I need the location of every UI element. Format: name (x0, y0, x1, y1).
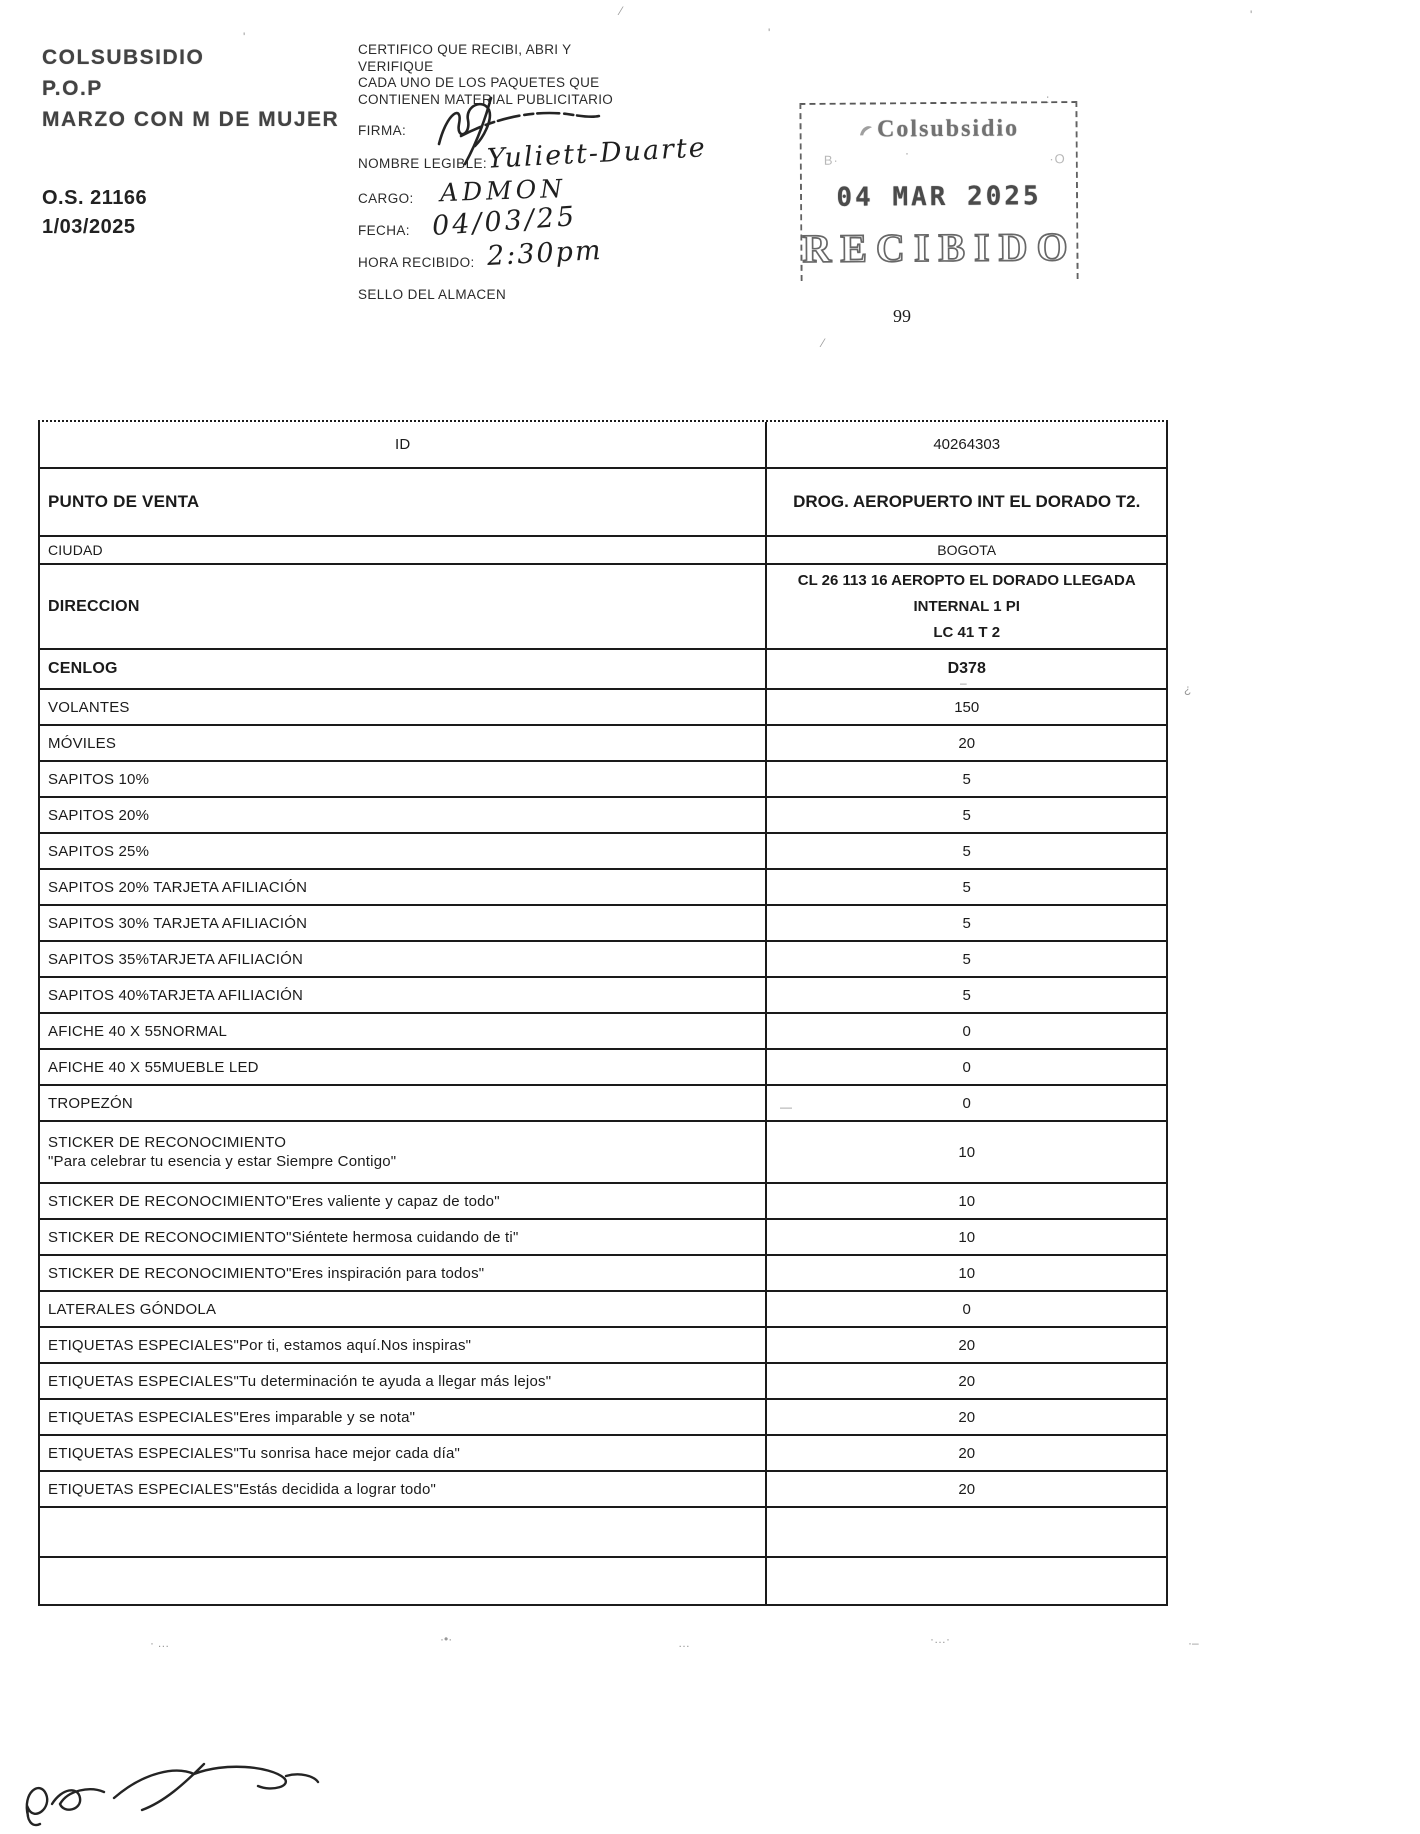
row-value: BOGOTA (765, 537, 1166, 563)
row-label: ETIQUETAS ESPECIALES"Estás decidida a lograr todo" (48, 1480, 437, 1498)
table-row (40, 762, 1166, 798)
table-row (40, 1122, 1166, 1184)
row-label: AFICHE 40 X 55MUEBLE LED (48, 1058, 259, 1076)
row-label: SAPITOS 25% (48, 842, 150, 860)
handwriting-fecha: 04/03/25 (431, 200, 579, 243)
row-value: 40264303 (765, 422, 1166, 467)
statement-line: CONTIENEN MATERIAL PUBLICITARIO (358, 91, 614, 107)
table-row (40, 1050, 1166, 1086)
row-label: LATERALES GÓNDOLA (48, 1300, 217, 1318)
table-row (40, 1086, 1166, 1122)
row-value: 10 (765, 1184, 1166, 1218)
statement-line: CERTIFICO QUE RECIBI, ABRI Y (358, 42, 572, 57)
row-value: 0 (765, 1014, 1166, 1048)
row-label: TROPEZÓN (48, 1094, 133, 1112)
row-value: 5 (765, 762, 1166, 796)
table-row (40, 942, 1166, 978)
row-value: 20 (765, 1364, 1166, 1398)
table-row (40, 1256, 1166, 1292)
stamp-faded-line: B· ·O (823, 151, 1066, 168)
warehouse-signature (18, 1750, 348, 1834)
delivery-table (38, 420, 1168, 1606)
row-value: 10 (765, 1256, 1166, 1290)
row-value: 20 (765, 726, 1166, 760)
table-row (40, 978, 1166, 1014)
brand-line-campaign: MARZO CON M DE MUJER (42, 108, 340, 131)
row-label: STICKER DE RECONOCIMIENTO"Eres valiente y capaz de todo" (48, 1192, 500, 1210)
row-label: MÓVILES (48, 734, 117, 752)
row-label: CIUDAD (48, 542, 103, 558)
table-row (40, 650, 1166, 690)
row-label (40, 1508, 765, 1556)
row-label: ETIQUETAS ESPECIALES"Por ti, estamos aquí.Nos inspiras" (48, 1336, 472, 1354)
row-label: STICKER DE RECONOCIMIENTO"Siéntete hermosa cuidando de ti" (48, 1228, 519, 1246)
field-label-firma: FIRMA: (358, 123, 407, 138)
row-label: VOLANTES (48, 698, 130, 716)
table-row (40, 1184, 1166, 1220)
order-date: 1/03/2025 (42, 216, 136, 238)
row-label (40, 1558, 765, 1604)
row-value: 5 (765, 870, 1166, 904)
row-value: 5 (765, 798, 1166, 832)
row-value: D378 (765, 650, 1166, 688)
page-number: 99 (893, 306, 911, 326)
row-label: SAPITOS 20% (48, 806, 150, 824)
row-value: 0 (765, 1050, 1166, 1084)
row-label: SAPITOS 40%TARJETA AFILIACIÓN (48, 986, 304, 1004)
table-row (40, 537, 1166, 565)
table-row (40, 690, 1166, 726)
stamp-status: RECIBIDO (802, 224, 1077, 271)
row-value: 5 (765, 834, 1166, 868)
handwriting-nombre-legible: Yuliett-Duarte (486, 132, 708, 175)
row-value: 20 (765, 1436, 1166, 1470)
table-row (40, 1472, 1166, 1508)
brand-line-pop: P.O.P (42, 77, 103, 100)
row-label: STICKER DE RECONOCIMIENTO "Para celebrar tu esencia y estar Siempre Contigo" (48, 1134, 397, 1170)
row-value: 20 (765, 1472, 1166, 1506)
statement-line: VERIFIQUE (358, 58, 434, 74)
row-value: DROG. AEROPUERTO INT EL DORADO T2. (765, 469, 1166, 535)
row-label: ETIQUETAS ESPECIALES"Tu determinación te ayuda a llegar más lejos" (48, 1372, 552, 1390)
table-row (40, 1436, 1166, 1472)
row-label: DIRECCION (48, 597, 140, 615)
handwriting-hora-recibido: 2:30pm (486, 234, 604, 273)
row-label: SAPITOS 20% TARJETA AFILIACIÓN (48, 878, 308, 896)
table-row (40, 798, 1166, 834)
row-value: 5 (765, 906, 1166, 940)
stamp-brand: Colsubsidio (801, 115, 1075, 144)
table-row (40, 726, 1166, 762)
table-row (40, 1292, 1166, 1328)
table-row (40, 1364, 1166, 1400)
row-value: 10 (765, 1220, 1166, 1254)
field-label-fecha: FECHA: (358, 223, 410, 238)
row-value: 5 (765, 942, 1166, 976)
received-stamp (799, 101, 1078, 281)
field-label-cargo: CARGO: (358, 191, 414, 206)
field-label-hora-recibido: HORA RECIBIDO: (358, 255, 475, 270)
row-label: STICKER DE RECONOCIMIENTO"Eres inspiración para todos" (48, 1264, 485, 1282)
order-block (42, 184, 147, 242)
row-value: 20 (765, 1400, 1166, 1434)
table-row (40, 870, 1166, 906)
brand-line-company: COLSUBSIDIO (42, 46, 205, 69)
row-value (765, 1508, 1166, 1556)
brand-block (42, 42, 339, 135)
table-row (40, 422, 1166, 469)
table-row (40, 469, 1166, 537)
row-label: ETIQUETAS ESPECIALES"Eres imparable y se nota" (48, 1408, 416, 1426)
field-label-nombre-legible: NOMBRE LEGIBLE: (358, 156, 488, 171)
field-label-sello-almacen: SELLO DEL ALMACEN (358, 287, 507, 302)
table-row (40, 1400, 1166, 1436)
row-label: SAPITOS 10% (48, 770, 150, 788)
row-value: 10 (765, 1122, 1166, 1182)
colsubsidio-logo-icon (858, 122, 874, 138)
table-row (40, 1220, 1166, 1256)
row-label: ETIQUETAS ESPECIALES"Tu sonrisa hace mejor cada día" (48, 1444, 461, 1462)
row-label: CENLOG (48, 660, 118, 677)
row-value: CL 26 113 16 AEROPTO EL DORADO LLEGADA INTERNAL 1 PI LC 41 T 2 (765, 565, 1166, 648)
row-value: 0 (765, 1086, 1166, 1120)
row-label: SAPITOS 35%TARJETA AFILIACIÓN (48, 950, 304, 968)
table-row (40, 1014, 1166, 1050)
statement-line: CADA UNO DE LOS PAQUETES QUE (358, 75, 600, 90)
scanned-delivery-receipt: COLSUBSIDIO P.O.P MARZO CON M DE MUJER O.S. 21166 1/03/2025 CERTIFICO QUE RECIBI, ABRI Y VERIFIQUE CADA UNO DE LOS PAQUETES QUE CONTIENEN MATERIAL PUBLICITARIO FIRMA: NOMBRE LEGIBLE: CARGO: FECHA: HORA RECIBIDO: SELLO DEL ALMACEN Yuliett-Duarte ADMON 04/03/25 2:30pm Colsubsidio B· ·O 04 MAR 2025 RECIBIDO 99 ID 40264303 PUNTO DE VENTA DROG. AEROPUERTO INT EL DORADO T2. CIUDAD BOGOTA DIRECCION CL 26 113 16 AEROPTO EL DORADO LLEGADA INTERNAL 1 PI LC 41 T 2 CENLOG D378 VOLANTES 150 MÓVILES 20 SAPITOS 10% 5 SAPITOS 20% 5 SAPITOS 25% 5 SAPITOS 20% TARJETA AFILIACIÓN 5 SAPITOS 30% TARJETA AFILIACIÓN 5 SAPITOS 35%TARJETA AFILIACIÓN 5 SAPITOS 40%TARJETA AFILIACIÓN 5 AFICHE 40 X 55NORMAL 0 AFICHE 40 X 55MUEBLE LED 0 TROPEZÓN 0 STICKER DE RECONOCIMIENTO "Para celebrar tu esencia y estar Siempre Contigo" 10 STICKER DE RECONOCIMIENTO"Eres valiente y capaz de todo" 10 STICKER DE RECONOCIMIENTO"Siéntete hermosa cuidando de ti" 10 STICKER DE RECONOCIMIENTO"Eres inspiración para todos" 10 LATERALES GÓNDOLA 0 ETIQUETAS ESPECIALES"Por ti, estamos aquí.Nos inspiras" 20 ETIQUETAS ESPECIALES"Tu determinación te ayuda a llegar más lejos" 20 ETIQUETAS ESPECIALES"Eres imparable y se nota" 20 ETIQUETAS ESPECIALES"Tu sonrisa hace mejor cada día" 20 ETIQUETAS ESPECIALES"Estás decidida a lograr todo" 20 ⁄ ' ' ' : · ⁄ ¿ – · … ·•· … ·…· ·– — (0, 0, 1420, 1834)
stamp-date: 04 MAR 2025 (836, 181, 1042, 213)
row-value: 20 (765, 1328, 1166, 1362)
row-value: 5 (765, 978, 1166, 1012)
row-label: PUNTO DE VENTA (48, 492, 200, 511)
table-row (40, 1558, 1166, 1604)
order-number: O.S. 21166 (42, 187, 148, 209)
table-row (40, 834, 1166, 870)
table-row (40, 906, 1166, 942)
table-row (40, 1328, 1166, 1364)
row-label: SAPITOS 30% TARJETA AFILIACIÓN (48, 914, 308, 932)
row-value: 150 (765, 690, 1166, 724)
table-row (40, 565, 1166, 650)
row-value (765, 1558, 1166, 1604)
handwriting-cargo: ADMON (439, 173, 567, 208)
row-value: 0 (765, 1292, 1166, 1326)
table-row (40, 1508, 1166, 1558)
row-label: AFICHE 40 X 55NORMAL (48, 1022, 228, 1040)
row-label: ID (395, 436, 411, 453)
